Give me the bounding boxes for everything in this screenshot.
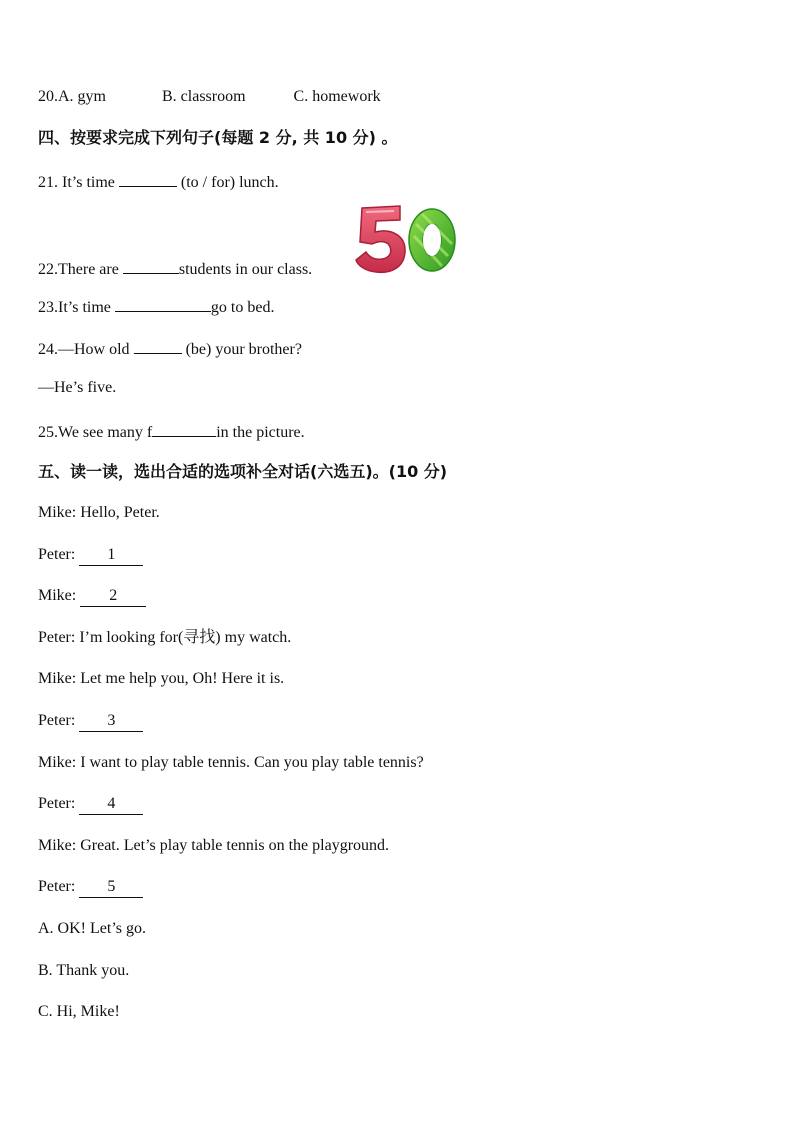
dialogue-blank-5[interactable]: 5 <box>79 877 143 898</box>
dialogue-line <box>38 794 143 815</box>
answer-blank[interactable] <box>119 170 177 187</box>
digit-five <box>356 206 405 272</box>
question-24-answer: —He’s five. <box>38 379 117 396</box>
speaker-name: Peter: <box>38 878 76 895</box>
question-21-text: 21. It’s time <box>38 174 115 191</box>
section-4-title: 四、按要求完成下列句子(每题 2 分, 共 10 分) 。 <box>38 128 398 147</box>
answer-blank[interactable] <box>152 420 216 437</box>
dialogue-blank-1[interactable]: 1 <box>79 545 143 566</box>
dialogue-line <box>38 503 160 523</box>
dialogue-line <box>38 836 389 856</box>
section-5-title: 五、读一读，选出合适的选项补全对话(六选五)。(10 分) <box>38 462 448 481</box>
speaker-name: Mike: <box>38 504 77 521</box>
option-b: B. classroom <box>162 88 246 105</box>
question-24-hint: (be) your brother? <box>185 341 302 358</box>
question-24-text: 24.—How old <box>38 341 130 358</box>
question-number: 20. <box>38 88 58 105</box>
answer-blank[interactable] <box>115 295 211 312</box>
answer-blank[interactable] <box>123 257 179 274</box>
question-21 <box>38 170 279 193</box>
speaker-name: Mike: <box>38 587 77 604</box>
question-23-rest: go to bed. <box>210 299 275 316</box>
choice-option-c: C. Hi, Mike! <box>38 1003 120 1020</box>
dialogue-line <box>38 545 143 566</box>
dialogue-line <box>38 753 424 773</box>
dialogue-line <box>38 586 146 607</box>
speaker-name: Peter: <box>38 546 76 563</box>
dialogue-blank-3[interactable]: 3 <box>79 711 143 732</box>
question-21-hint: (to / for) lunch. <box>180 174 279 191</box>
question-23-text: 23.It’s time <box>38 299 111 316</box>
dialogue-blank-2[interactable]: 2 <box>80 586 146 607</box>
dialogue-blank-4[interactable]: 4 <box>79 794 143 815</box>
speaker-name: Mike: <box>38 837 77 854</box>
choice-option-a: A. OK! Let’s go. <box>38 920 146 937</box>
dialogue-text: Great. Let’s play table tennis on the playground. <box>80 837 390 854</box>
speaker-name: Mike: <box>38 670 77 687</box>
answer-blank[interactable] <box>134 337 182 354</box>
question-22-text: 22.There are <box>38 261 119 278</box>
option-c: C. homework <box>293 88 381 105</box>
speaker-name: Peter: <box>38 629 76 646</box>
dialogue-text: I want to play table tennis. Can you play table tennis? <box>80 754 424 771</box>
question-25-text: 25.We see many f <box>38 424 153 441</box>
question-25-rest: in the picture. <box>216 424 305 441</box>
dialogue-text: Hello, Peter. <box>80 504 160 521</box>
question-22-rest: students in our class. <box>178 261 313 278</box>
speaker-name: Peter: <box>38 795 76 812</box>
choice-option-b: B. Thank you. <box>38 962 130 979</box>
dialogue-line <box>38 711 143 732</box>
question-20 <box>38 87 381 107</box>
option-a: A. gym <box>58 88 106 105</box>
dialogue-line <box>38 877 143 898</box>
speaker-name: Mike: <box>38 754 77 771</box>
dialogue-line <box>38 669 284 689</box>
dialogue-text: I’m looking for(寻找) my watch. <box>79 629 292 646</box>
number-fifty-picture <box>352 202 460 276</box>
dialogue-line <box>38 628 291 648</box>
question-22 <box>38 257 312 280</box>
question-24 <box>38 337 302 360</box>
dialogue-text: Let me help you, Oh! Here it is. <box>80 670 285 687</box>
question-25 <box>38 420 305 443</box>
question-23 <box>38 295 274 318</box>
speaker-name: Peter: <box>38 712 76 729</box>
